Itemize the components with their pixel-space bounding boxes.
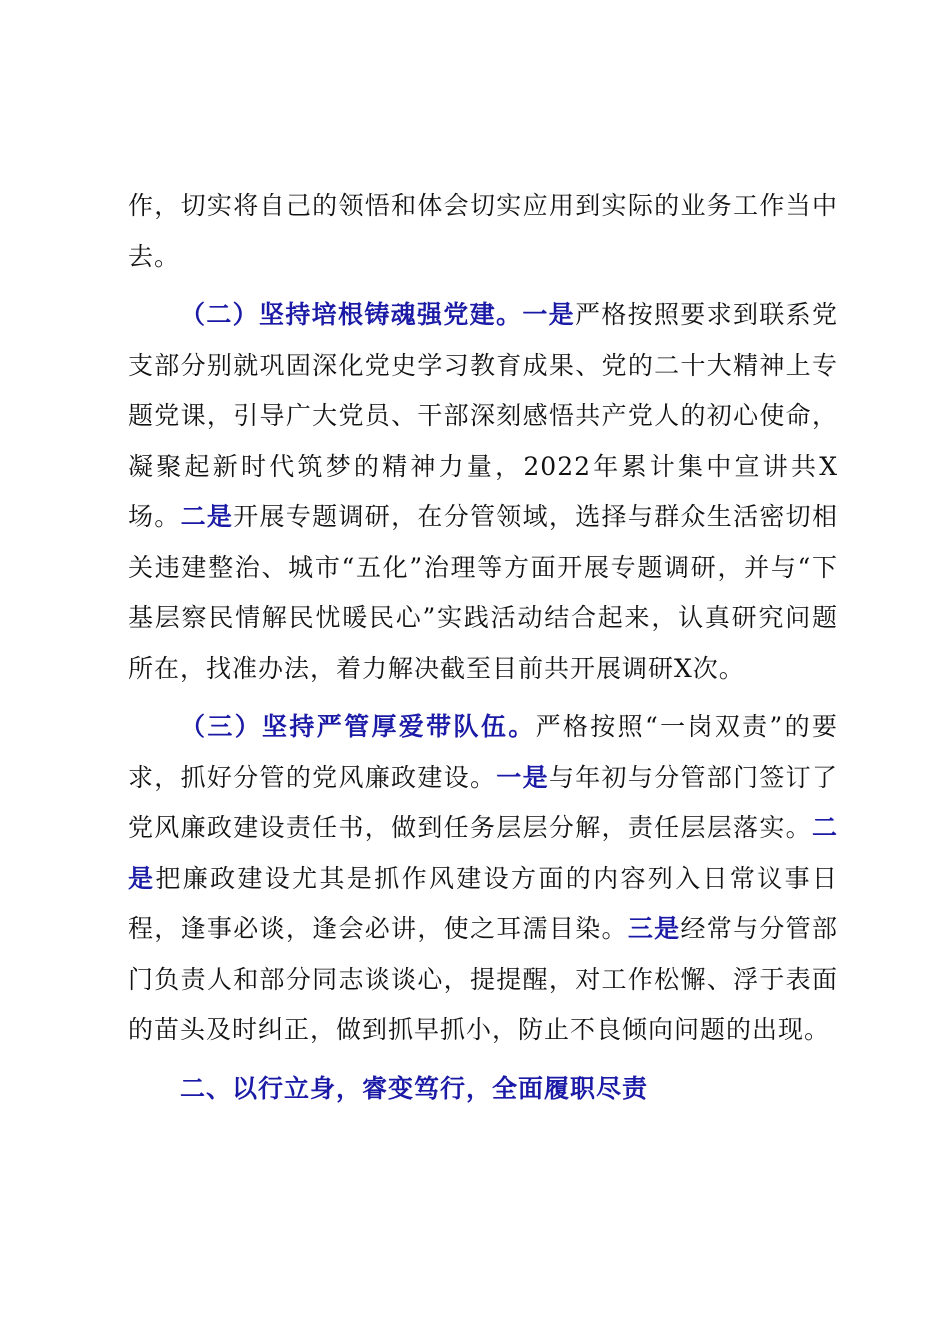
section-title: （二）坚持培根铸魂强党建。 [180,300,523,329]
section-heading: 二、以行立身，睿变笃行，全面履职尽责 [180,1073,649,1103]
item-lead: 一是 [496,762,549,792]
paragraph-party-building [128,290,838,694]
item-lead: 三是 [627,914,681,943]
item-text: 与年初与分管部门签订了党风廉政建设责任书，做到任务层层分解，责任层层落实。 [128,762,838,842]
paragraph-intro: 严格按照“一岗双责”的要求，抓好分管的党风廉政建设。 [128,712,839,792]
document-body [128,181,838,1114]
item-text: 把廉政建设尤其是抓作风建设方面的内容列入日常议事日程，逢事必谈，逢会必讲，使之耳濡目染。 [128,863,838,943]
section-title: （三）坚持严管厚爱带队伍。 [180,712,536,741]
paragraph-text: 作，切实将自己的领悟和体会切实应用到实际的业务工作当中去。 [128,191,838,271]
item-lead: 二是 [180,502,234,531]
paragraph-continuation [128,181,838,282]
item-text: 经常与分管部门负责人和部分同志谈谈心，提提醒，对工作松懈、浮于表面的苗头及时纠正，做到抓早抓小，防止不良倾向问题的出现。 [128,914,838,1044]
item-lead: 一是 [522,300,575,329]
item-text: 严格按照要求到联系党支部分别就巩固深化党史学习教育成果、党的二十大精神上专题党课，引导广大党员、干部深刻感悟共产党人的初心使命，凝聚起新时代筑梦的精神力量，2022年累计集中宣讲共X场。 [128,300,838,531]
paragraph-team-management [128,702,838,1056]
item-text: 开展专题调研，在分管领域，选择与群众生活密切相关违建整治、城市“五化”治理等方面开展专题调研，并与“下基层察民情解民忧暖民心”实践活动结合起来，认真研究问题所在，找准办法，着力解决截至目前共开展调研X次。 [128,502,838,683]
item-lead: 二是 [128,813,838,893]
